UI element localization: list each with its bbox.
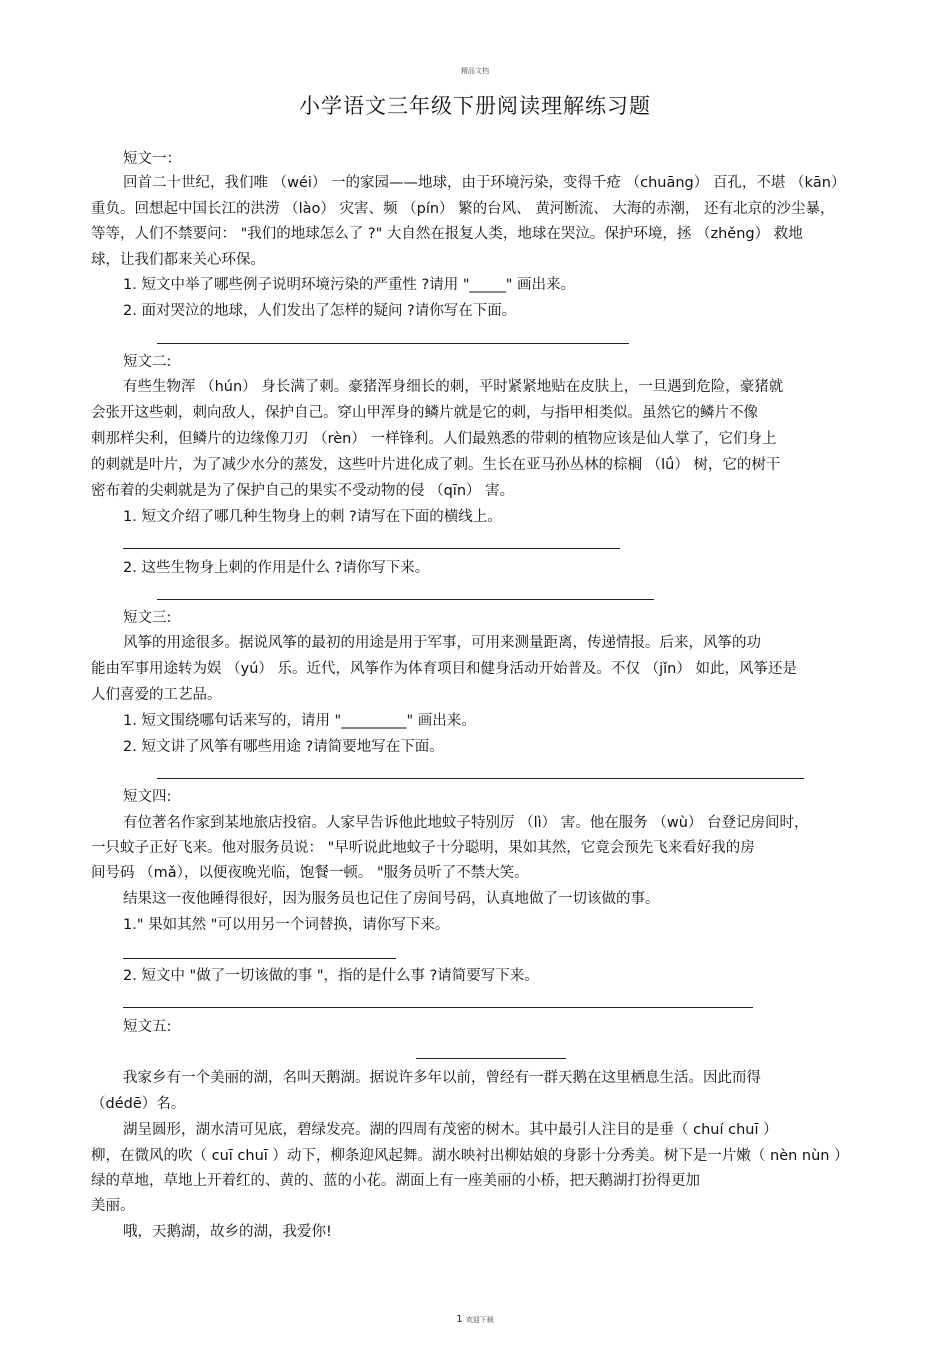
- passage-5-line: 我家乡有一个美丽的湖，名叫天鹅湖。据说许多年以前，曾经有一群天鹅在这里栖息生活。因此而得: [123, 1070, 761, 1086]
- passage-4-heading: 短文四:: [123, 789, 172, 805]
- passage-2-line: 密布着的尖刺就是为了保护自己的果实不受动物的侵 （qīn） 害。: [91, 483, 515, 499]
- passage-5-line: 柳，在微风的吹（ cuī chuī ）动下，柳条迎风起舞。湖水映衬出柳姑娘的身影十分秀美。树下是一片嫩（ nèn nùn ）: [91, 1148, 849, 1164]
- passage-3-line: 风筝的用途很多。据说风筝的最初的用途是用于军事，可用来测量距离，传递情报。后来，风筝的功: [123, 635, 761, 651]
- page-header: 精品文档: [461, 67, 489, 75]
- answer-line[interactable]: [123, 1007, 753, 1008]
- passage-2-line: 有些生物浑 （hún） 身长满了刺。豪猪浑身细长的刺，平时紧紧地贴在皮肤上，一旦遇到危险，豪猪就: [123, 379, 784, 395]
- question-4-2: 2. 短文中 "做了一切该做的事 "，指的是什么事 ?请简要写下来。: [123, 968, 539, 984]
- question-2-2: 2. 这些生物身上刺的作用是什么 ?请你写下来。: [123, 560, 430, 576]
- answer-line[interactable]: [123, 958, 396, 959]
- passage-1-line: 球，让我们都来关心环保。: [91, 252, 265, 268]
- footer-note: 欢迎下载: [465, 1316, 494, 1324]
- passage-1-line: 重负。回想起中国长江的洪涝 （lào） 灾害、频 （pín） 繁的台风、 黄河断流、 大海的赤潮， 还有北京的沙尘暴，: [91, 201, 835, 217]
- page-number: 1: [456, 1314, 463, 1325]
- passage-5-line: （dédē）名。: [91, 1096, 186, 1112]
- passage-5-line: 哦，天鹅湖，故乡的湖，我爱你!: [123, 1224, 332, 1240]
- passage-4-line: 一只蚊子正好飞来。他对服务员说： "早听说此地蚊子十分聪明，果如其然，它竟会预先飞来看好我的房: [91, 840, 755, 856]
- passage-4-line: 结果这一夜他睡得很好，因为服务员也记住了房间号码，认真地做了一切该做的事。: [123, 891, 660, 907]
- passage-3-line: 能由军事用途转为娱 （yú） 乐。近代，风筝作为体育项目和健身活动开始普及。不仅 （jǐn） 如此，风筝还是: [91, 661, 797, 677]
- passage-2-line: 刺那样尖利，但鳞片的边缘像刀刃 （rèn） 一样锋利。人们最熟悉的带刺的植物应该是仙人掌了，它们身上: [91, 431, 777, 447]
- passage-3-line: 人们喜爱的工艺品。: [91, 687, 222, 703]
- passage-3-heading: 短文三:: [123, 610, 172, 626]
- passage-5-heading: 短文五:: [123, 1019, 172, 1035]
- passage-1-heading: 短文一：: [123, 151, 181, 167]
- passage-1-line: 回首二十世纪，我们唯 （wéi） 一的家园——地球，由于环境污染，变得千疮 （chuāng） 百孔，不堪 （kān）: [123, 175, 846, 191]
- answer-line[interactable]: [157, 343, 629, 344]
- question-4-1: 1." 果如其然 "可以用另一个词替换，请你写下来。: [123, 917, 450, 933]
- page-footer: [0, 1314, 950, 1325]
- answer-line[interactable]: [123, 548, 620, 549]
- question-2-1: 1. 短文介绍了哪几种生物身上的刺 ?请写在下面的横线上。: [123, 509, 502, 525]
- passage-4-line: 间号码 （mǎ），以便夜晚光临，饱餐一顿。 "服务员听了不禁大笑。: [91, 865, 529, 881]
- title-answer-line[interactable]: [416, 1058, 566, 1059]
- passage-2-heading: 短文二:: [123, 354, 172, 370]
- question-3-1: 1. 短文围绕哪句话来写的，请用 "_________" 画出来。: [123, 713, 476, 729]
- passage-5-line: 美丽。: [91, 1198, 135, 1214]
- answer-line[interactable]: [157, 599, 654, 600]
- passage-4-line: 有位著名作家到某地旅店投宿。人家早告诉他此地蚊子特别厉 （lì） 害。他在服务 （wù） 台登记房间时，: [123, 815, 809, 831]
- passage-5-line: 湖呈圆形，湖水清可见底，碧绿发亮。湖的四周有茂密的树木。其中最引人注目的是垂（ chuí chuī ）: [123, 1122, 778, 1138]
- passage-2-line: 会张开这些刺，刺向敌人，保护自己。穿山甲浑身的鳞片就是它的刺，与指甲相类似。虽然它的鳞片不像: [91, 405, 758, 421]
- passage-5-line: 绿的草地，草地上开着红的、黄的、蓝的小花。湖面上有一座美丽的小桥，把天鹅湖打扮得更加: [91, 1173, 700, 1189]
- answer-line[interactable]: [157, 778, 804, 779]
- question-3-2: 2. 短文讲了风筝有哪些用途 ?请简要地写在下面。: [123, 739, 444, 755]
- question-1-2: 2. 面对哭泣的地球，人们发出了怎样的疑问 ?请你写在下面。: [123, 303, 517, 319]
- question-1-1: 1. 短文中举了哪些例子说明环境污染的严重性 ?请用 "_____" 画出来。: [123, 277, 576, 293]
- passage-2-line: 的刺就是叶片，为了减少水分的蒸发，这些叶片进化成了刺。生长在亚马孙丛林的棕榈 （lǘ） 树，它的树干: [91, 457, 781, 473]
- document-title: 小学语文三年级下册阅读理解练习题: [299, 94, 651, 118]
- passage-1-line: 等等，人们不禁要问： "我们的地球怎么了 ?" 大自然在报复人类，地球在哭泣。保护环境，拯 （zhěng） 救地: [91, 226, 803, 242]
